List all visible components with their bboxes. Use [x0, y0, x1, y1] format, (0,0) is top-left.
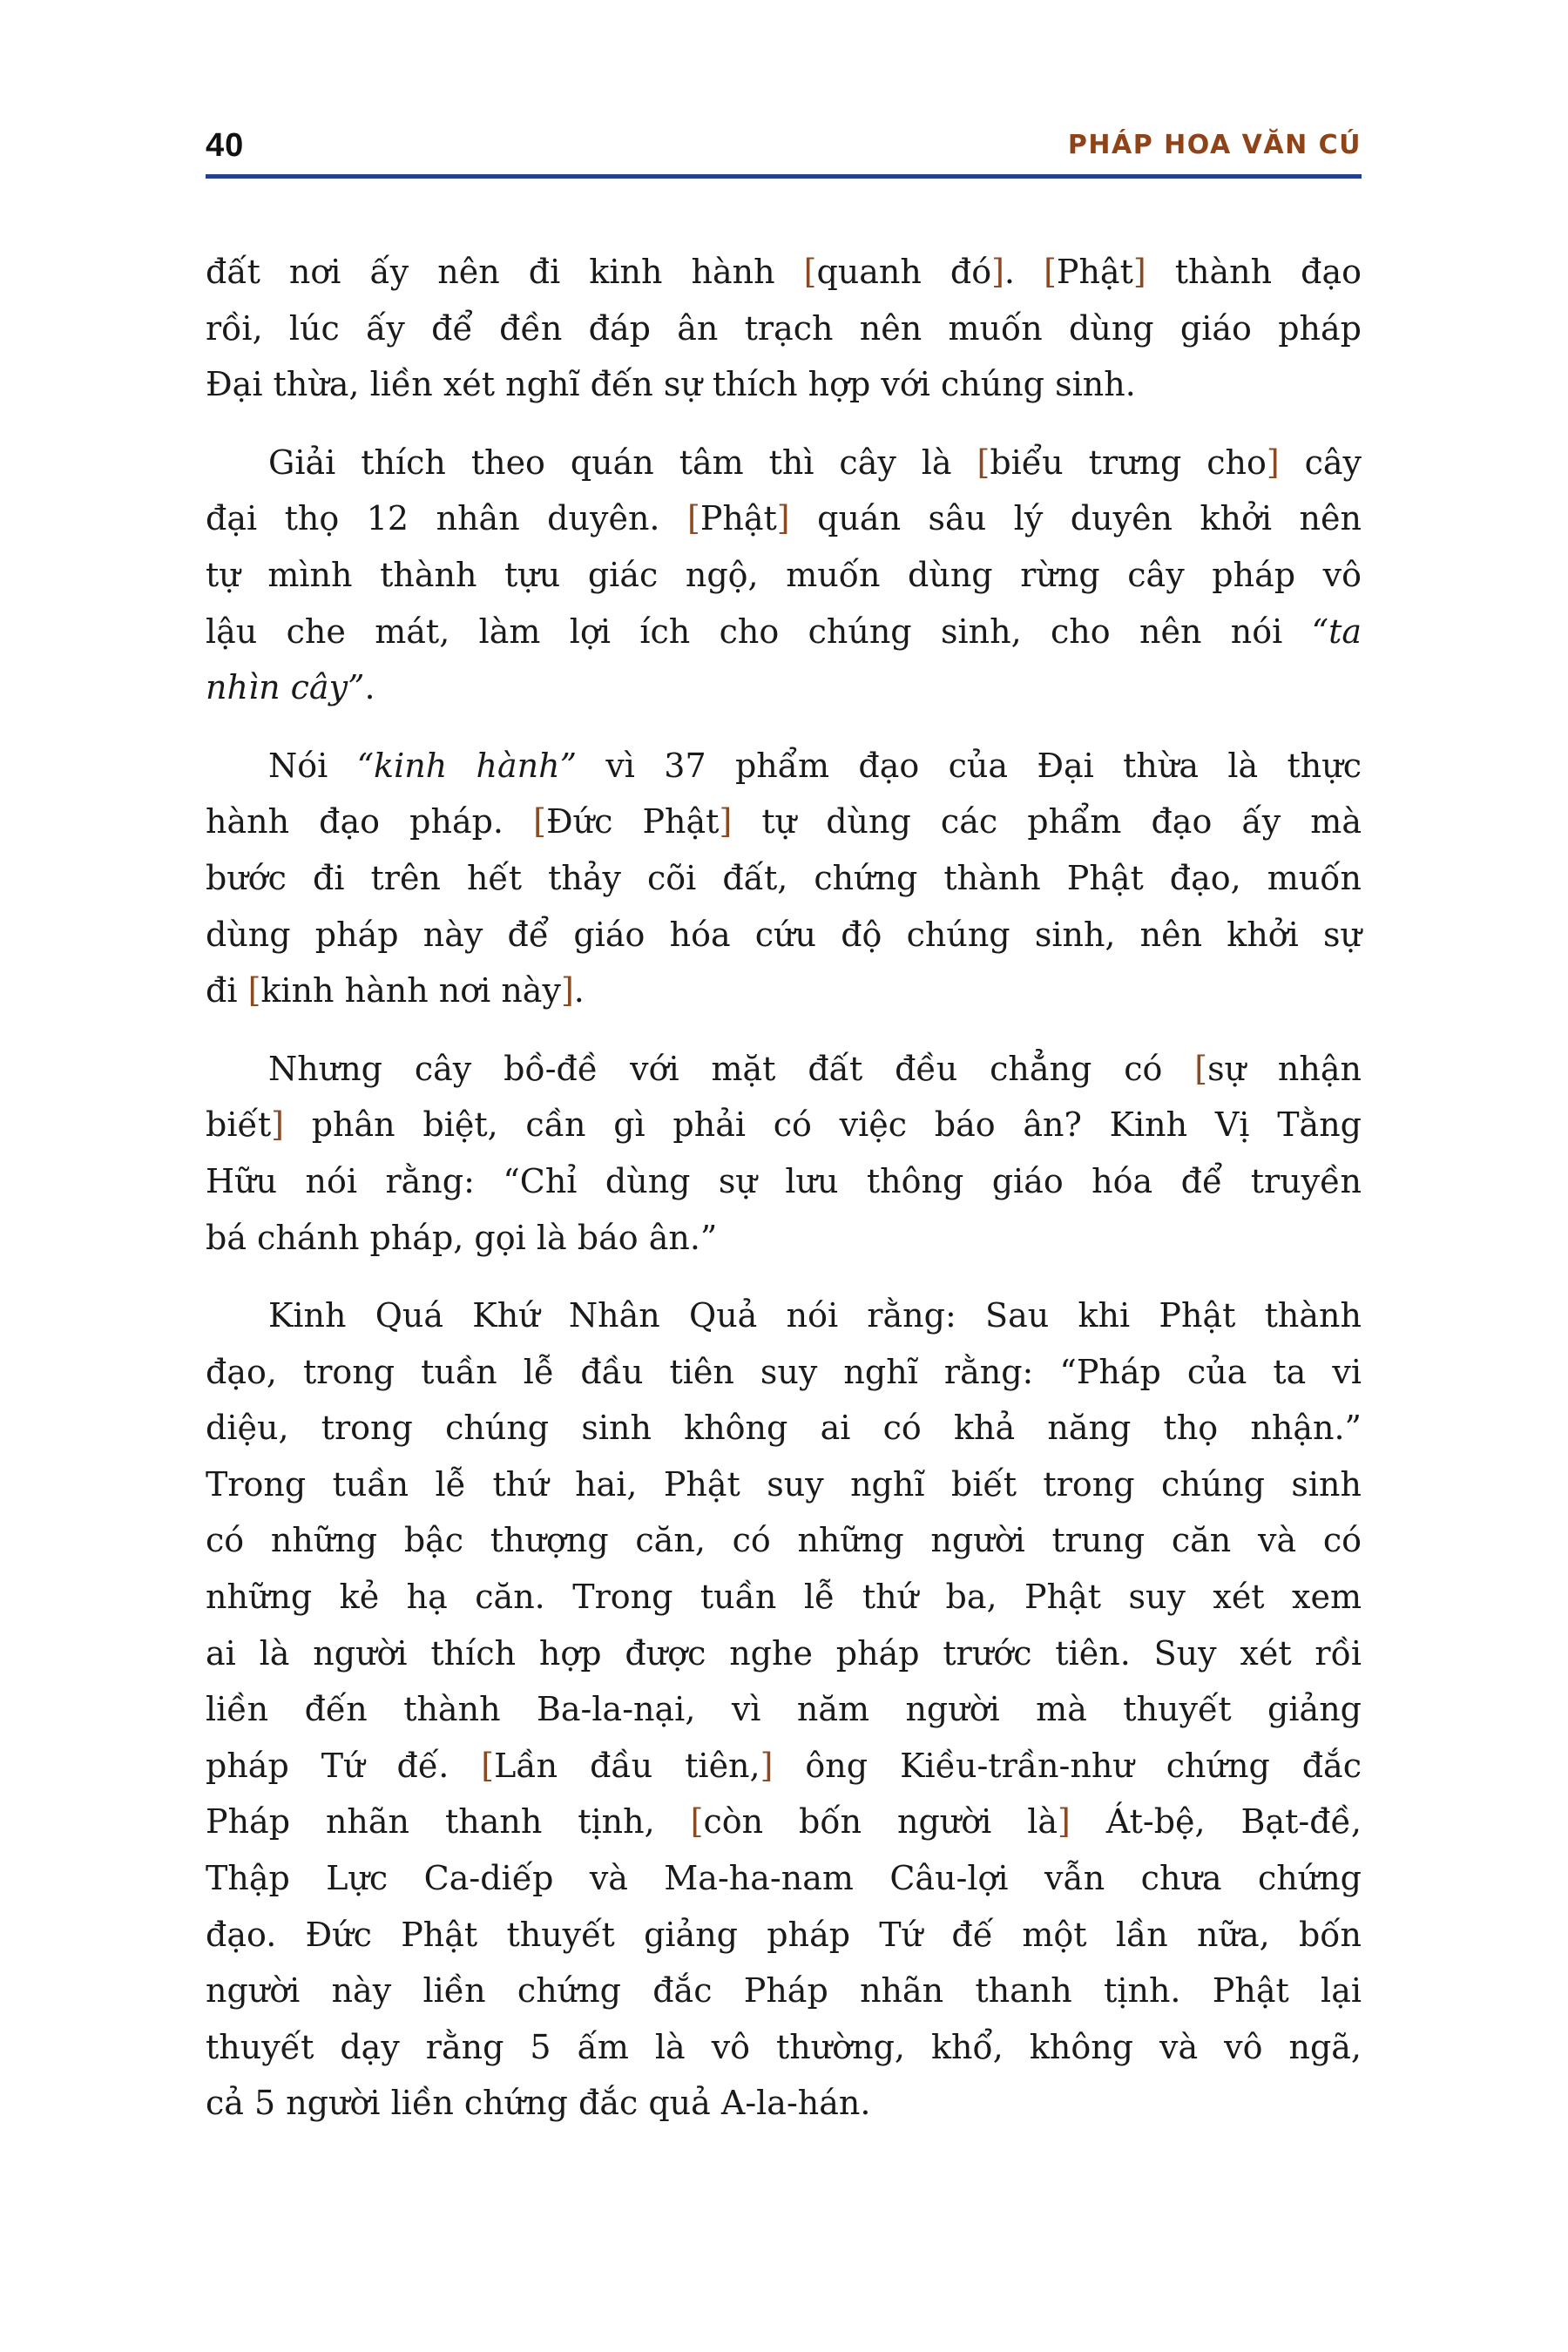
text-run: còn bốn người là [703, 1802, 1058, 1842]
text-run: vì 37 phẩm đạo của Đại thừa là thực [577, 746, 1362, 785]
text-run: Nói [268, 746, 357, 785]
text-line [206, 963, 1362, 1019]
text-run: liền đến thành Ba-la-nại, vì năm người mà thuyết giảng [206, 1690, 1362, 1729]
text-run: quanh đó [816, 253, 992, 291]
text-line [206, 2019, 1362, 2076]
text-run: Pháp nhãn thanh tịnh, [206, 1802, 691, 1842]
text-line [206, 2075, 1362, 2132]
text-line [206, 1850, 1362, 1907]
text-run: những kẻ hạ căn. Trong tuần lễ thứ ba, Phật suy xét xem [206, 1578, 1362, 1617]
text-line [206, 301, 1362, 357]
text-run: Kinh Quá Khứ Nhân Quả nói rằng: Sau khi Phật thành [268, 1296, 1362, 1335]
text-run: sự nhận [1207, 1049, 1362, 1088]
editorial-bracket: ] [719, 802, 733, 841]
editorial-bracket: ] [1132, 253, 1146, 291]
text-run: pháp Tứ đế. [206, 1746, 482, 1785]
editorial-bracket: [ [687, 499, 700, 538]
text-run: rồi, lúc ấy để đền đáp ân trạch nên muốn dùng giáo pháp [206, 308, 1362, 348]
text-run: thành đạo [1146, 253, 1362, 291]
text-line [206, 1041, 1362, 1098]
text-run: ông Kiều-trần-như chứng đắc [773, 1746, 1362, 1785]
editorial-bracket: ] [776, 499, 790, 538]
paragraph [206, 1041, 1362, 1266]
editorial-bracket: [ [533, 802, 546, 841]
text-run: Đại thừa, liền xét nghĩ đến sự thích hợp với chúng sinh. [206, 365, 1136, 404]
paragraph [206, 1288, 1362, 2132]
text-run: quán sâu lý duyên khởi nên [789, 499, 1362, 538]
text-run: có những bậc thượng căn, có những người trung căn và có [206, 1521, 1362, 1560]
editorial-bracket: ] [560, 971, 574, 1010]
editorial-bracket: [ [803, 253, 817, 291]
editorial-bracket: [ [481, 1746, 495, 1785]
text-run: biểu trưng cho [990, 443, 1267, 482]
text-run: đạo, trong tuần lễ đầu tiên suy nghĩ rằng: “Pháp của ta vi [206, 1352, 1362, 1391]
paragraph [206, 738, 1362, 1019]
text-run: Giải thích theo quán tâm thì cây là [268, 443, 977, 482]
text-run: hành đạo pháp. [206, 802, 534, 841]
text-line [206, 1907, 1362, 1963]
text-line [206, 435, 1362, 491]
text-run: Át-bệ, Bạt-đề, [1070, 1802, 1362, 1842]
paragraph [206, 244, 1362, 413]
text-line [206, 1210, 1362, 1267]
text-line [206, 907, 1362, 963]
text-run: tự dùng các phẩm đạo ấy mà [732, 802, 1362, 841]
page-number: 40 [206, 127, 245, 164]
page-header [206, 0, 1362, 179]
text-line [206, 1794, 1362, 1850]
text-run: Phật [700, 499, 777, 538]
editorial-bracket: ] [1266, 443, 1280, 482]
italic-quote: nhìn cây” [206, 668, 365, 707]
text-line [206, 356, 1362, 413]
text-run: đất nơi ấy nên đi kinh hành [206, 253, 804, 291]
text-line [206, 738, 1362, 794]
editorial-bracket: ] [991, 253, 1004, 291]
editorial-bracket: ] [271, 1105, 284, 1145]
text-run: tự mình thành tựu giác ngộ, muốn dùng rừng cây pháp vô [206, 555, 1362, 594]
italic-quote: “ta [1311, 612, 1362, 651]
text-run: Phật [1056, 253, 1133, 291]
text-line [206, 794, 1362, 850]
text-line [206, 1288, 1362, 1344]
text-line [206, 1456, 1362, 1513]
text-run: cây [1279, 443, 1362, 482]
text-line [206, 1625, 1362, 1682]
paragraph [206, 435, 1362, 716]
text-run: Nhưng cây bồ-đề với mặt đất đều chẳng có [268, 1049, 1195, 1088]
text-run: diệu, trong chúng sinh không ai có khả năng thọ nhận.” [206, 1409, 1362, 1448]
text-line [206, 490, 1362, 547]
text-run: Trong tuần lễ thứ hai, Phật suy nghĩ biết trong chúng sinh [206, 1464, 1362, 1504]
text-run: thuyết dạy rằng 5 ấm là vô thường, khổ, không và vô ngã, [206, 2027, 1362, 2066]
text-run: đạo. Đức Phật thuyết giảng pháp Tứ đế một lần nữa, bốn [206, 1915, 1362, 1954]
text-run: người này liền chứng đắc Pháp nhãn thanh tịnh. Phật lại [206, 1971, 1362, 2011]
body-text [206, 244, 1362, 2153]
editorial-bracket: [ [247, 971, 261, 1010]
text-line [206, 1344, 1362, 1401]
text-run: đi [206, 971, 248, 1010]
text-line [206, 1512, 1362, 1569]
text-line [206, 244, 1362, 301]
text-run: . [1004, 253, 1044, 291]
text-run: Hữu nói rằng: “Chỉ dùng sự lưu thông giáo hóa để truyền [206, 1161, 1362, 1200]
editorial-bracket: ] [760, 1746, 774, 1785]
text-run: Thập Lực Ca-diếp và Ma-ha-nam Câu-lợi vẫn chưa chứng [206, 1859, 1362, 1898]
text-line [206, 1569, 1362, 1625]
text-line [206, 1963, 1362, 2019]
text-line [206, 1153, 1362, 1210]
text-line [206, 547, 1362, 604]
text-run: bá chánh pháp, gọi là báo ân.” [206, 1218, 718, 1257]
text-line [206, 1681, 1362, 1738]
text-run: . [364, 668, 375, 707]
text-run: lậu che mát, làm lợi ích cho chúng sinh, cho nên nói [206, 612, 1312, 651]
editorial-bracket: ] [1058, 1802, 1071, 1842]
editorial-bracket: [ [1194, 1049, 1208, 1088]
text-run: . [573, 971, 585, 1010]
text-line [206, 659, 1362, 716]
text-run: đại thọ 12 nhân duyên. [206, 499, 687, 538]
editorial-bracket: [ [977, 443, 990, 482]
text-line [206, 1738, 1362, 1794]
running-title: PHÁP HOA VĂN CÚ [1067, 130, 1362, 160]
header-rule [206, 174, 1362, 179]
text-line [206, 1097, 1362, 1153]
text-line [206, 604, 1362, 660]
text-line [206, 850, 1362, 907]
text-run: dùng pháp này để giáo hóa cứu độ chúng sinh, nên khởi sự [206, 915, 1362, 954]
text-run: ai là người thích hợp được nghe pháp trước tiên. Suy xét rồi [206, 1633, 1362, 1673]
text-run: cả 5 người liền chứng đắc quả A-la-hán. [206, 2084, 871, 2123]
text-run: phân biệt, cần gì phải có việc báo ân? Kinh Vị Tằng [283, 1105, 1362, 1145]
editorial-bracket: [ [1044, 253, 1057, 291]
text-line [206, 1400, 1362, 1456]
editorial-bracket: [ [690, 1802, 704, 1842]
italic-quote: “kinh hành” [356, 746, 577, 785]
text-run: kinh hành nơi này [260, 971, 561, 1010]
text-run: biết [206, 1105, 272, 1145]
text-run: Đức Phật [545, 802, 720, 841]
text-run: bước đi trên hết thảy cõi đất, chứng thành Phật đạo, muốn [206, 858, 1362, 897]
text-run: Lần đầu tiên, [494, 1746, 760, 1785]
